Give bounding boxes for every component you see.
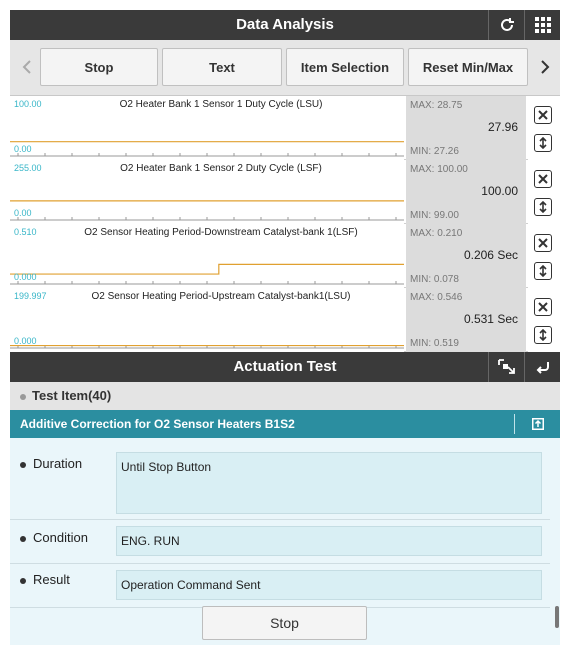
test-item-count — [10, 382, 560, 410]
chevron-right-icon — [540, 59, 550, 75]
toolbar — [10, 40, 560, 96]
actuation-test-header — [10, 352, 560, 382]
min-value: MIN: 27.26 — [410, 146, 459, 157]
move-graph-button[interactable] — [534, 198, 552, 216]
remove-graph-button[interactable] — [534, 170, 552, 188]
scroll-right-button[interactable] — [530, 48, 560, 86]
up-down-arrow-icon — [538, 137, 548, 149]
max-value: MAX: 28.75 — [410, 100, 463, 111]
scroll-left-button[interactable] — [12, 48, 42, 86]
remove-graph-button[interactable] — [534, 234, 552, 252]
close-icon — [538, 238, 548, 248]
duration-row — [10, 438, 550, 520]
condition-row — [10, 520, 550, 564]
graph-area[interactable] — [10, 96, 404, 160]
graph-scale-min: 0.00 — [14, 144, 32, 154]
max-value: MAX: 0.210 — [410, 228, 463, 239]
graph-line — [10, 264, 404, 274]
value-panel — [406, 160, 526, 224]
current-value: 100.00 — [481, 184, 518, 198]
graph-area[interactable] — [10, 288, 404, 352]
min-value: MIN: 0.519 — [410, 338, 459, 349]
graph-title: O2 Sensor Heating Period-Downstream Catalyst-bank 1(LSF) — [84, 227, 358, 238]
graph-title: O2 Sensor Heating Period-Upstream Catalyst-bank1(LSU) — [91, 291, 351, 302]
move-graph-button[interactable] — [534, 326, 552, 344]
move-graph-button[interactable] — [534, 262, 552, 280]
test-name-label: Additive Correction for O2 Sensor Heaters B1S2 — [20, 417, 295, 431]
max-value: MAX: 100.00 — [410, 164, 468, 175]
max-value: MAX: 0.546 — [410, 292, 463, 303]
duration-label — [20, 456, 82, 471]
condition-label-text: Condition — [33, 530, 88, 545]
grid-icon — [535, 17, 551, 33]
graph-scale-max: 255.00 — [14, 163, 42, 173]
graph-row — [10, 224, 560, 288]
item-selection-button[interactable]: Item Selection — [286, 48, 404, 86]
close-icon — [538, 174, 548, 184]
graph-row — [10, 288, 560, 352]
condition-field: ENG. RUN — [116, 526, 542, 556]
return-arrow-icon — [535, 359, 551, 375]
graph-scale-min: 0.00 — [14, 208, 32, 218]
graph-scale-max: 100.00 — [14, 99, 42, 109]
back-button[interactable] — [524, 352, 560, 382]
current-value: 0.206 Sec — [463, 248, 518, 262]
value-panel — [406, 96, 526, 160]
data-analysis-header — [10, 10, 560, 40]
stop-graph-button[interactable]: Stop — [40, 48, 158, 86]
remove-graph-button[interactable] — [534, 106, 552, 124]
expand-test-button[interactable] — [514, 414, 560, 434]
duration-label-text: Duration — [33, 456, 83, 471]
value-panel — [406, 224, 526, 288]
bullet-icon — [20, 462, 26, 468]
current-value: 27.96 — [487, 120, 518, 134]
condition-label — [20, 530, 88, 545]
remove-graph-button[interactable] — [534, 298, 552, 316]
layout-toggle-button[interactable] — [488, 352, 524, 382]
text-view-button[interactable]: Text — [162, 48, 282, 86]
test-item-label: Test Item(40) — [32, 388, 112, 403]
up-down-arrow-icon — [538, 329, 548, 341]
graph-row — [10, 160, 560, 224]
row-actions — [528, 288, 560, 352]
reset-min-max-button[interactable]: Reset Min/Max — [408, 48, 528, 86]
actuation-title: Actuation Test — [233, 358, 337, 375]
result-label — [20, 572, 70, 587]
up-down-arrow-icon — [538, 265, 548, 277]
scrollbar-thumb[interactable] — [555, 606, 559, 628]
min-value: MIN: 0.078 — [410, 274, 459, 285]
move-arrows-icon — [497, 358, 517, 376]
graph-area[interactable] — [10, 224, 404, 288]
chevron-left-icon — [22, 59, 32, 75]
graph-scale-min: 0.000 — [14, 272, 37, 282]
min-value: MIN: 99.00 — [410, 210, 459, 221]
graph-scale-max: 0.510 — [14, 227, 37, 237]
app-frame — [10, 10, 560, 645]
value-panel — [406, 288, 526, 352]
bullet-icon — [20, 394, 26, 400]
result-field: Operation Command Sent — [116, 570, 542, 600]
graph-scale-min: 0.000 — [14, 336, 37, 346]
stop-test-button[interactable]: Stop — [202, 606, 367, 640]
graph-row — [10, 96, 560, 160]
graph-title: O2 Heater Bank 1 Sensor 1 Duty Cycle (LSU) — [119, 99, 323, 110]
close-icon — [538, 302, 548, 312]
duration-field: Until Stop Button — [116, 452, 542, 514]
bullet-icon — [20, 578, 26, 584]
row-actions — [528, 224, 560, 288]
result-row — [10, 564, 550, 608]
graph-scale-max: 199.997 — [14, 291, 47, 301]
refresh-icon — [498, 16, 516, 34]
collapse-up-icon — [532, 418, 544, 430]
row-actions — [528, 96, 560, 160]
bullet-icon — [20, 536, 26, 542]
graph-area[interactable] — [10, 160, 404, 224]
row-actions — [528, 160, 560, 224]
move-graph-button[interactable] — [534, 134, 552, 152]
selected-test — [10, 410, 560, 438]
refresh-button[interactable] — [488, 10, 524, 40]
test-detail-panel — [10, 438, 560, 645]
result-label-text: Result — [33, 572, 70, 587]
close-icon — [538, 110, 548, 120]
graph-title: O2 Heater Bank 1 Sensor 2 Duty Cycle (LSF) — [120, 163, 322, 174]
page-title: Data Analysis — [236, 16, 334, 33]
current-value: 0.531 Sec — [463, 312, 518, 326]
grid-menu-button[interactable] — [524, 10, 560, 40]
up-down-arrow-icon — [538, 201, 548, 213]
